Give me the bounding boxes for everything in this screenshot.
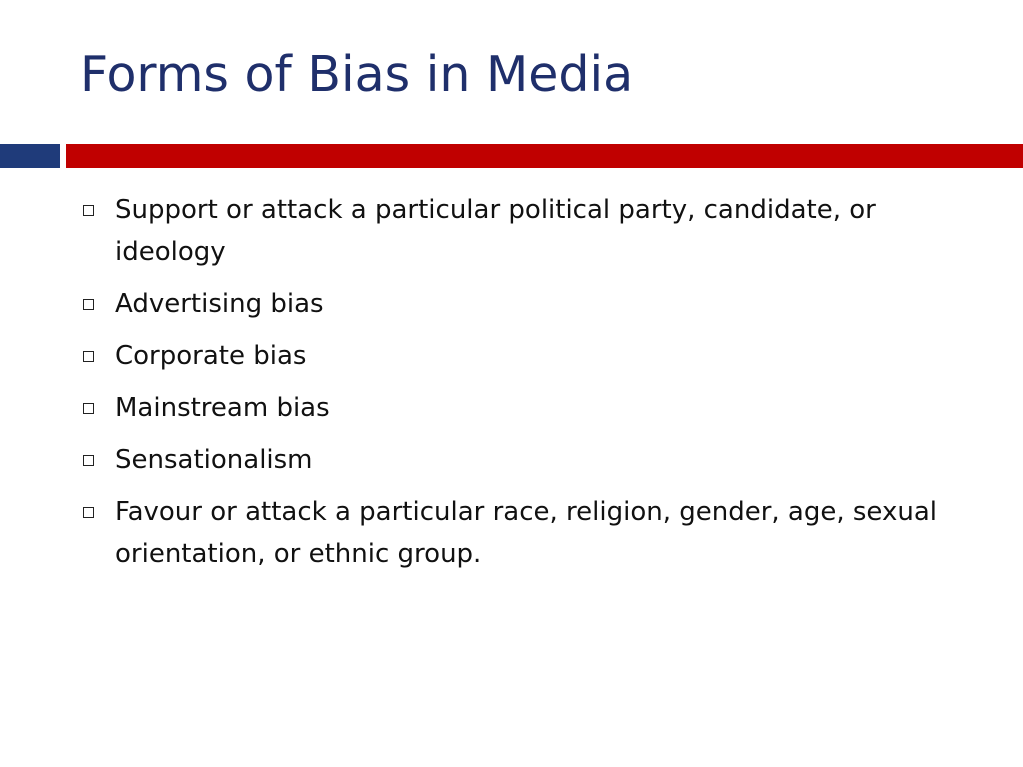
list-item bbox=[80, 439, 960, 481]
hollow-square-icon bbox=[83, 403, 94, 414]
bullet-text: Mainstream bias bbox=[115, 393, 330, 423]
hollow-square-icon bbox=[83, 205, 94, 216]
title-rule-red bbox=[66, 144, 1023, 168]
list-item bbox=[80, 189, 960, 273]
list-item bbox=[80, 491, 960, 575]
hollow-square-icon bbox=[83, 299, 94, 310]
bullet-text: Favour or attack a particular race, religion, gender, age, sexual orientation, or ethnic group. bbox=[115, 497, 937, 569]
bullet-list bbox=[80, 189, 960, 585]
bullet-text: Support or attack a particular political party, candidate, or ideology bbox=[115, 195, 876, 267]
slide-title: Forms of Bias in Media bbox=[80, 46, 634, 103]
bullet-text: Sensationalism bbox=[115, 445, 313, 475]
title-rule-blue bbox=[0, 144, 60, 168]
hollow-square-icon bbox=[83, 507, 94, 518]
list-item bbox=[80, 335, 960, 377]
hollow-square-icon bbox=[83, 351, 94, 362]
list-item bbox=[80, 387, 960, 429]
bullet-text: Corporate bias bbox=[115, 341, 307, 371]
bullet-text: Advertising bias bbox=[115, 289, 324, 319]
hollow-square-icon bbox=[83, 455, 94, 466]
list-item bbox=[80, 283, 960, 325]
